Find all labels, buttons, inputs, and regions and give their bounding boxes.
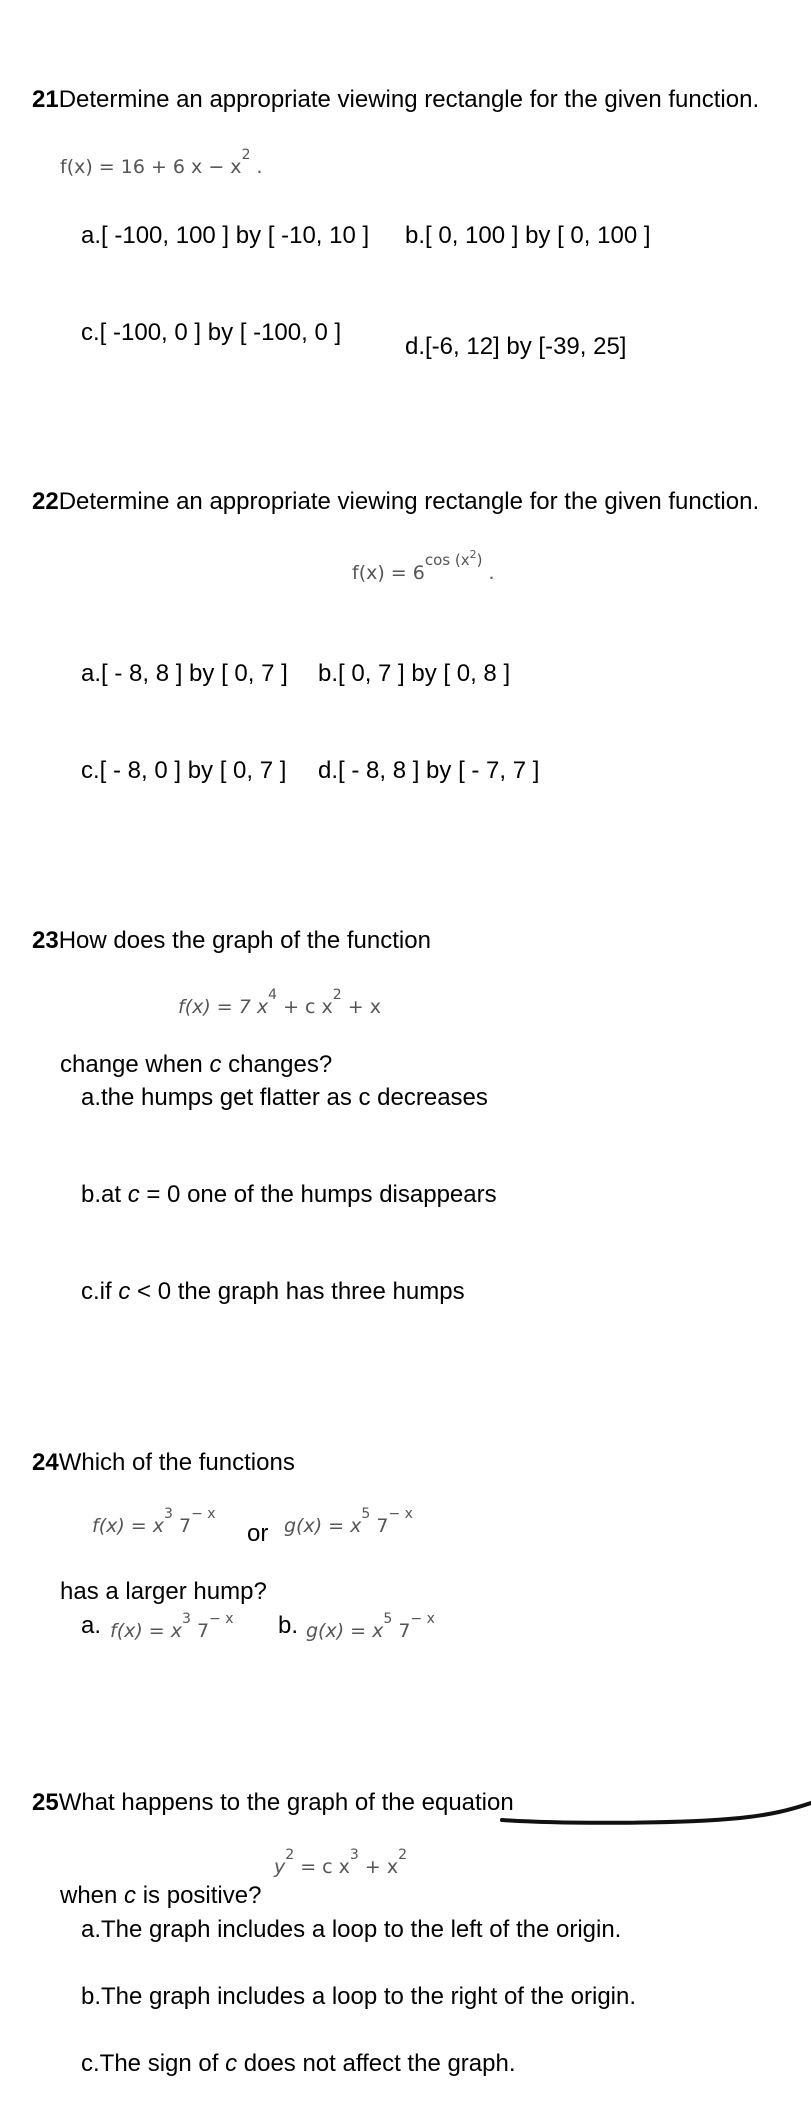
question-25-prompt [32, 1789, 514, 1817]
option-21-d[interactable]: d.[-6, 12] by [-39, 25] [405, 333, 627, 360]
option-text: < 0 the graph has three humps [130, 1278, 465, 1305]
option-21-a[interactable]: a.[ -100, 100 ] by [ -10, 10 ] [81, 222, 370, 249]
question-number: 21 [32, 86, 59, 113]
prompt-text: What happens to the graph of the equation [58, 1789, 514, 1816]
follow-text: is positive? [136, 1882, 262, 1909]
variable-c: c [225, 2050, 238, 2077]
option-24-a[interactable] [81, 1612, 101, 1640]
formula-exponent: cos (x [424, 551, 470, 569]
formula-exponent: − x [209, 1611, 234, 1627]
formula-exponent: − x [410, 1611, 435, 1627]
option-text: c.The sign of [81, 2050, 226, 2077]
formula-part: + x [341, 996, 381, 1018]
formula-exponent: 3 [164, 1506, 173, 1522]
option-label: a. [81, 1612, 102, 1639]
prompt-text: Determine an appropriate viewing rectangle for the given function. [58, 86, 760, 113]
option-25-c[interactable] [81, 2050, 516, 2078]
formula-part: y [274, 1856, 286, 1878]
option-22-d[interactable]: d.[ - 8, 8 ] by [ - 7, 7 ] [318, 757, 540, 784]
prompt-text: Which of the functions [58, 1449, 295, 1476]
question-number: 23 [32, 927, 59, 954]
or-text: or [247, 1520, 269, 1547]
formula-part: 7 [190, 1620, 210, 1642]
formula-23 [178, 987, 381, 1018]
formula-part: g(x) = x [306, 1620, 384, 1642]
formula-exponent: 5 [361, 1506, 371, 1522]
prompt-text: Determine an appropriate viewing rectangle for the given function. [58, 488, 760, 515]
formula-21 [60, 147, 263, 178]
formula-part: g(x) = x [284, 1515, 362, 1537]
option-22-a[interactable]: a.[ - 8, 8 ] by [ 0, 7 ] [81, 660, 288, 687]
formula-24-f [92, 1506, 216, 1537]
option-25-a[interactable]: a.The graph includes a loop to the left of the origin. [81, 1916, 622, 1943]
formula-part: = c x [294, 1856, 350, 1878]
option-22-c[interactable]: c.[ - 8, 0 ] by [ 0, 7 ] [81, 757, 287, 784]
formula-part: + c x [277, 996, 333, 1018]
formula-exponent: 3 [182, 1611, 191, 1627]
option-22-b[interactable]: b.[ 0, 7 ] by [ 0, 8 ] [318, 660, 511, 687]
formula-22 [352, 548, 495, 584]
formula-tail: . [488, 562, 495, 584]
formula-exponent: 2 [241, 147, 251, 163]
prompt-text: How does the graph of the function [58, 927, 431, 954]
follow-text: changes? [221, 1051, 333, 1078]
follow-text: change when [60, 1051, 210, 1078]
formula-exponent: 2 [398, 1847, 407, 1863]
question-23-follow [60, 1051, 332, 1079]
question-21-prompt [32, 86, 759, 114]
formula-exponent: 2 [285, 1847, 295, 1863]
formula-text: f(x) = 6 [352, 562, 425, 584]
formula-part: + x [358, 1856, 399, 1878]
option-21-c[interactable]: c.[ -100, 0 ] by [ -100, 0 ] [81, 319, 342, 346]
formula-part: 7 [172, 1515, 192, 1537]
formula-part: 7 [370, 1515, 389, 1537]
formula-part: f(x) = x [110, 1620, 183, 1642]
variable-c: c [118, 1278, 131, 1305]
variable-c: c [209, 1051, 222, 1078]
option-text: = 0 one of the humps disappears [139, 1181, 497, 1208]
question-22-prompt [32, 488, 759, 516]
formula-exponent: 3 [349, 1847, 359, 1863]
formula-24-g [284, 1506, 413, 1537]
formula-25 [274, 1847, 407, 1878]
question-24-prompt [32, 1449, 295, 1477]
option-23-c[interactable] [81, 1278, 465, 1306]
formula-exponent-inner: 2 [469, 548, 477, 561]
variable-c: c [124, 1882, 137, 1909]
formula-text: f(x) = 16 + 6 x − x [60, 156, 242, 178]
question-number: 22 [32, 488, 59, 515]
question-23-prompt [32, 927, 431, 955]
formula-part: f(x) = x [92, 1515, 165, 1537]
option-21-b[interactable]: b.[ 0, 100 ] by [ 0, 100 ] [405, 222, 651, 249]
question-number: 24 [32, 1449, 59, 1476]
option-24-b-formula[interactable] [306, 1611, 435, 1642]
option-label: b. [278, 1612, 299, 1639]
option-text: does not affect the graph. [237, 2050, 516, 2077]
formula-exponent: 5 [383, 1611, 393, 1627]
formula-tail: . [256, 156, 263, 178]
option-23-a[interactable]: a.the humps get flatter as c decreases [81, 1084, 488, 1111]
formula-exponent: − x [191, 1506, 216, 1522]
formula-exponent-close: ) [476, 551, 483, 569]
question-number: 25 [32, 1789, 59, 1816]
pen-stroke-mark [500, 1790, 811, 1830]
option-text: c.if [81, 1278, 119, 1305]
option-23-b[interactable] [81, 1181, 497, 1209]
follow-text: when [60, 1882, 125, 1909]
option-24-b[interactable] [278, 1612, 298, 1640]
option-25-b[interactable]: b.The graph includes a loop to the right of the origin. [81, 1983, 637, 2010]
variable-c: c [127, 1181, 140, 1208]
option-text: b.at [81, 1181, 128, 1208]
formula-exponent: 2 [332, 987, 342, 1003]
formula-part: 7 [392, 1620, 411, 1642]
formula-part: f(x) = 7 x [178, 996, 269, 1018]
option-24-a-formula[interactable] [110, 1611, 234, 1642]
question-25-follow [60, 1882, 261, 1910]
formula-exponent: 4 [268, 987, 278, 1003]
formula-exponent: − x [388, 1506, 413, 1522]
question-24-follow: has a larger hump? [60, 1578, 267, 1605]
